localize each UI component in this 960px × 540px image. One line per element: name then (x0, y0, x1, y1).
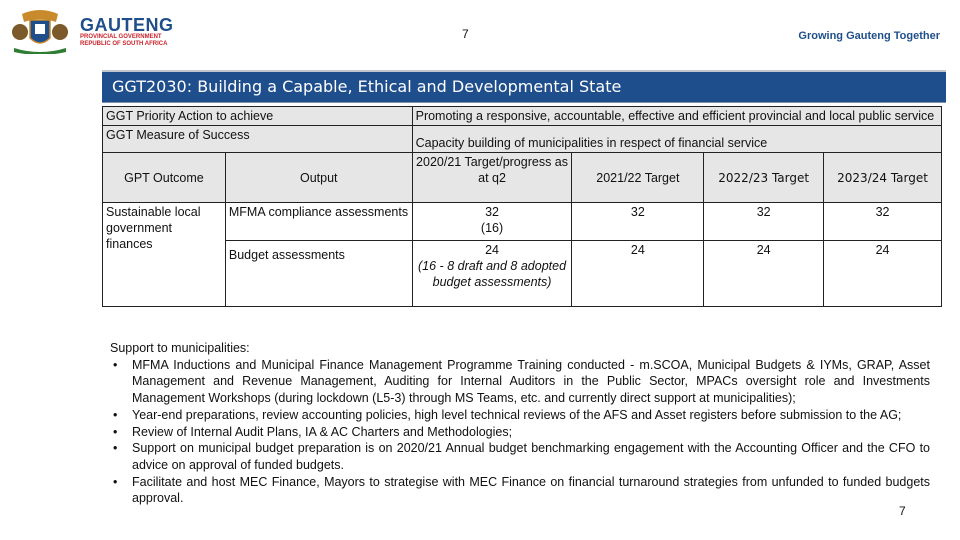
output-cell: MFMA compliance assessments (225, 203, 412, 241)
ggt-table (102, 106, 942, 307)
target-value: 32 (485, 205, 499, 219)
logo-subtitle-1: PROVINCIAL GOVERNMENT (80, 34, 162, 40)
priority-label: GGT Priority Action to achieve (103, 107, 413, 126)
list-item: • MFMA Inductions and Municipal Finance Management Programme Training conducted - m.SCOA, Municipal Budgets & IYMs, GRAP, Asset Management and Revenue Management, Auditing for Internal Auditors in the Public Sector, MPACs oversight role and Investments Management Workshops (during lockdown (L5-3) through MS Teams, etc. and currently direct support at municipalities); (110, 357, 930, 407)
measure-row (103, 126, 942, 153)
output-cell: Budget assessments (225, 241, 412, 307)
support-heading: Support to municipalities: (110, 341, 250, 355)
table-row (103, 241, 942, 307)
header-target-2023-24: 2023/24 Target (824, 153, 942, 203)
list-item: • Year-end preparations, review accounting policies, high level technical reviews of the AFS and Asset registers before submission to the AG; (110, 407, 930, 424)
target-progress-note: (16) (480, 221, 504, 235)
header-outcome: GPT Outcome (103, 153, 226, 203)
target-2020-21-cell (412, 241, 572, 307)
list-item: • Support on municipal budget preparation is on 2020/21 Annual budget benchmarking engagement with the Accounting Officer and the CFO to advice on approval of funded budgets. (110, 440, 930, 473)
gauteng-logo (10, 8, 200, 58)
priority-row (103, 107, 942, 126)
header-target-2022-23: 2022/23 Target (704, 153, 824, 203)
target-2023-24-cell: 24 (824, 241, 942, 307)
target-2022-23-cell: 24 (704, 241, 824, 307)
target-progress-note: (16 - 8 draft and 8 adopted budget assessments) (418, 259, 567, 289)
target-2021-22-cell: 24 (572, 241, 704, 307)
slide-title: GGT2030: Building a Capable, Ethical and Developmental State (112, 77, 622, 96)
priority-value: Promoting a responsive, accountable, effective and efficient provincial and local public service (412, 107, 941, 126)
list-item: • Facilitate and host MEC Finance, Mayors to strategise with MEC Finance on financial turnaround strategies from unfunded to funded budgets approval. (110, 474, 930, 507)
header-target-2021-22: 2021/22 Target (572, 153, 704, 203)
logo-name: GAUTENG (80, 15, 174, 35)
support-section (110, 340, 930, 507)
target-value: 24 (485, 243, 499, 257)
page-number-top: 7 (462, 27, 469, 41)
list-item: • Review of Internal Audit Plans, IA & AC Charters and Methodologies; (110, 424, 930, 441)
logo-subtitle-2: REPUBLIC OF SOUTH AFRICA (80, 41, 168, 47)
table-row (103, 203, 942, 241)
header-row (103, 153, 942, 203)
measure-value: Capacity building of municipalities in respect of financial service (412, 126, 941, 153)
target-2023-24-cell: 32 (824, 203, 942, 241)
header-target-2020-21: 2020/21 Target/progress as at q2 (412, 153, 572, 203)
page-number-bottom: 7 (899, 504, 906, 518)
header-output: Output (225, 153, 412, 203)
target-2020-21-cell (412, 203, 572, 241)
measure-label: GGT Measure of Success (103, 126, 413, 153)
title-bar (102, 70, 946, 102)
target-2021-22-cell: 32 (572, 203, 704, 241)
outcome-cell: Sustainable local government finances (103, 203, 226, 307)
coat-of-arms-icon (10, 8, 70, 54)
target-2022-23-cell: 32 (704, 203, 824, 241)
support-list (110, 357, 930, 507)
slogan: Growing Gauteng Together (798, 30, 940, 42)
